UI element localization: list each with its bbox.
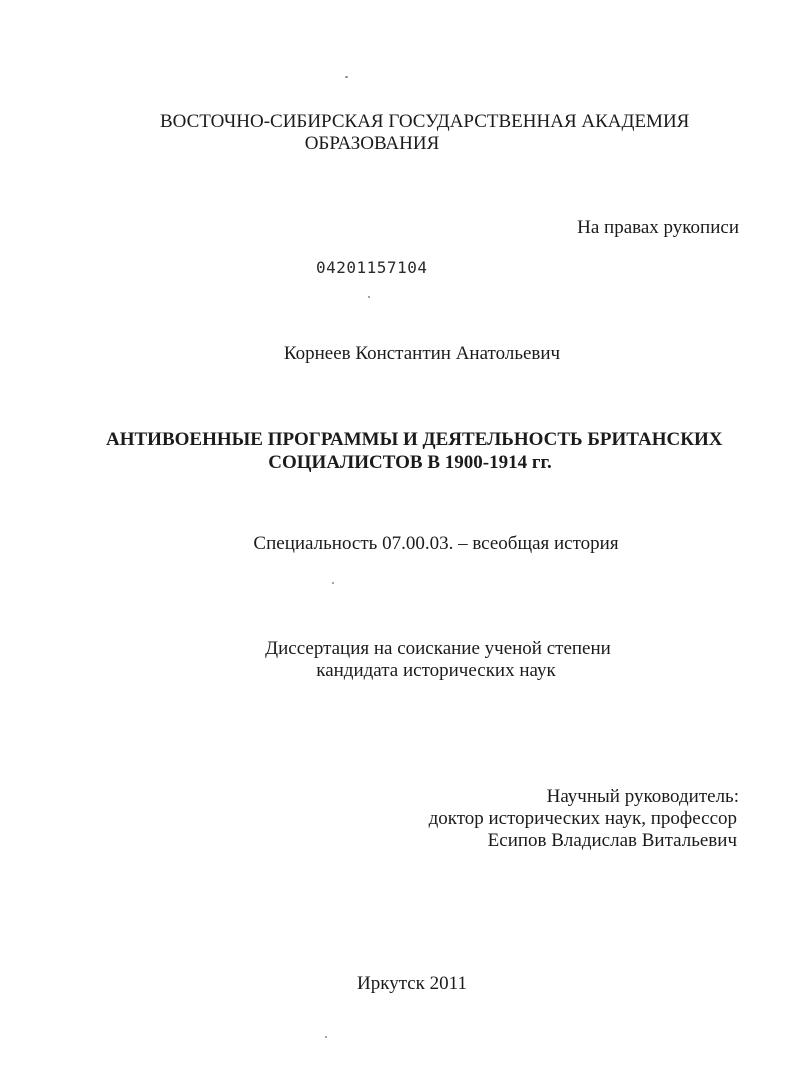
institution-name-line-1: ВОСТОЧНО-СИБИРСКАЯ ГОСУДАРСТВЕННАЯ АКАДЕМИЯ xyxy=(160,111,690,132)
dissertation-title-line-2: СОЦИАЛИСТОВ В 1900-1914 гг. xyxy=(268,452,552,473)
scan-speck xyxy=(368,296,370,298)
dissertation-title-line-1: АНТИВОЕННЫЕ ПРОГРАММЫ И ДЕЯТЕЛЬНОСТЬ БРИТАНСКИХ xyxy=(106,429,723,450)
supervisor-name: Есипов Владислав Витальевич xyxy=(487,830,737,851)
supervisor-rank: доктор исторических наук, профессор xyxy=(428,808,737,829)
institution-name-line-2: ОБРАЗОВАНИЯ xyxy=(304,133,440,154)
manuscript-note: На правах рукописи xyxy=(577,217,739,238)
degree-line-1: Диссертация на соискание ученой степени xyxy=(265,638,611,659)
place-and-year: Иркутск 2011 xyxy=(357,973,467,994)
author-name: Корнеев Константин Анатольевич xyxy=(283,343,561,364)
catalog-number: 04201157104 xyxy=(316,258,428,277)
supervisor-label: Научный руководитель: xyxy=(546,786,739,807)
specialty-line: Специальность 07.00.03. – всеобщая история xyxy=(253,533,619,554)
scan-speck xyxy=(332,582,334,584)
scan-speck xyxy=(345,76,348,78)
scan-speck xyxy=(325,1036,327,1038)
degree-line-2: кандидата исторических наук xyxy=(316,660,556,681)
